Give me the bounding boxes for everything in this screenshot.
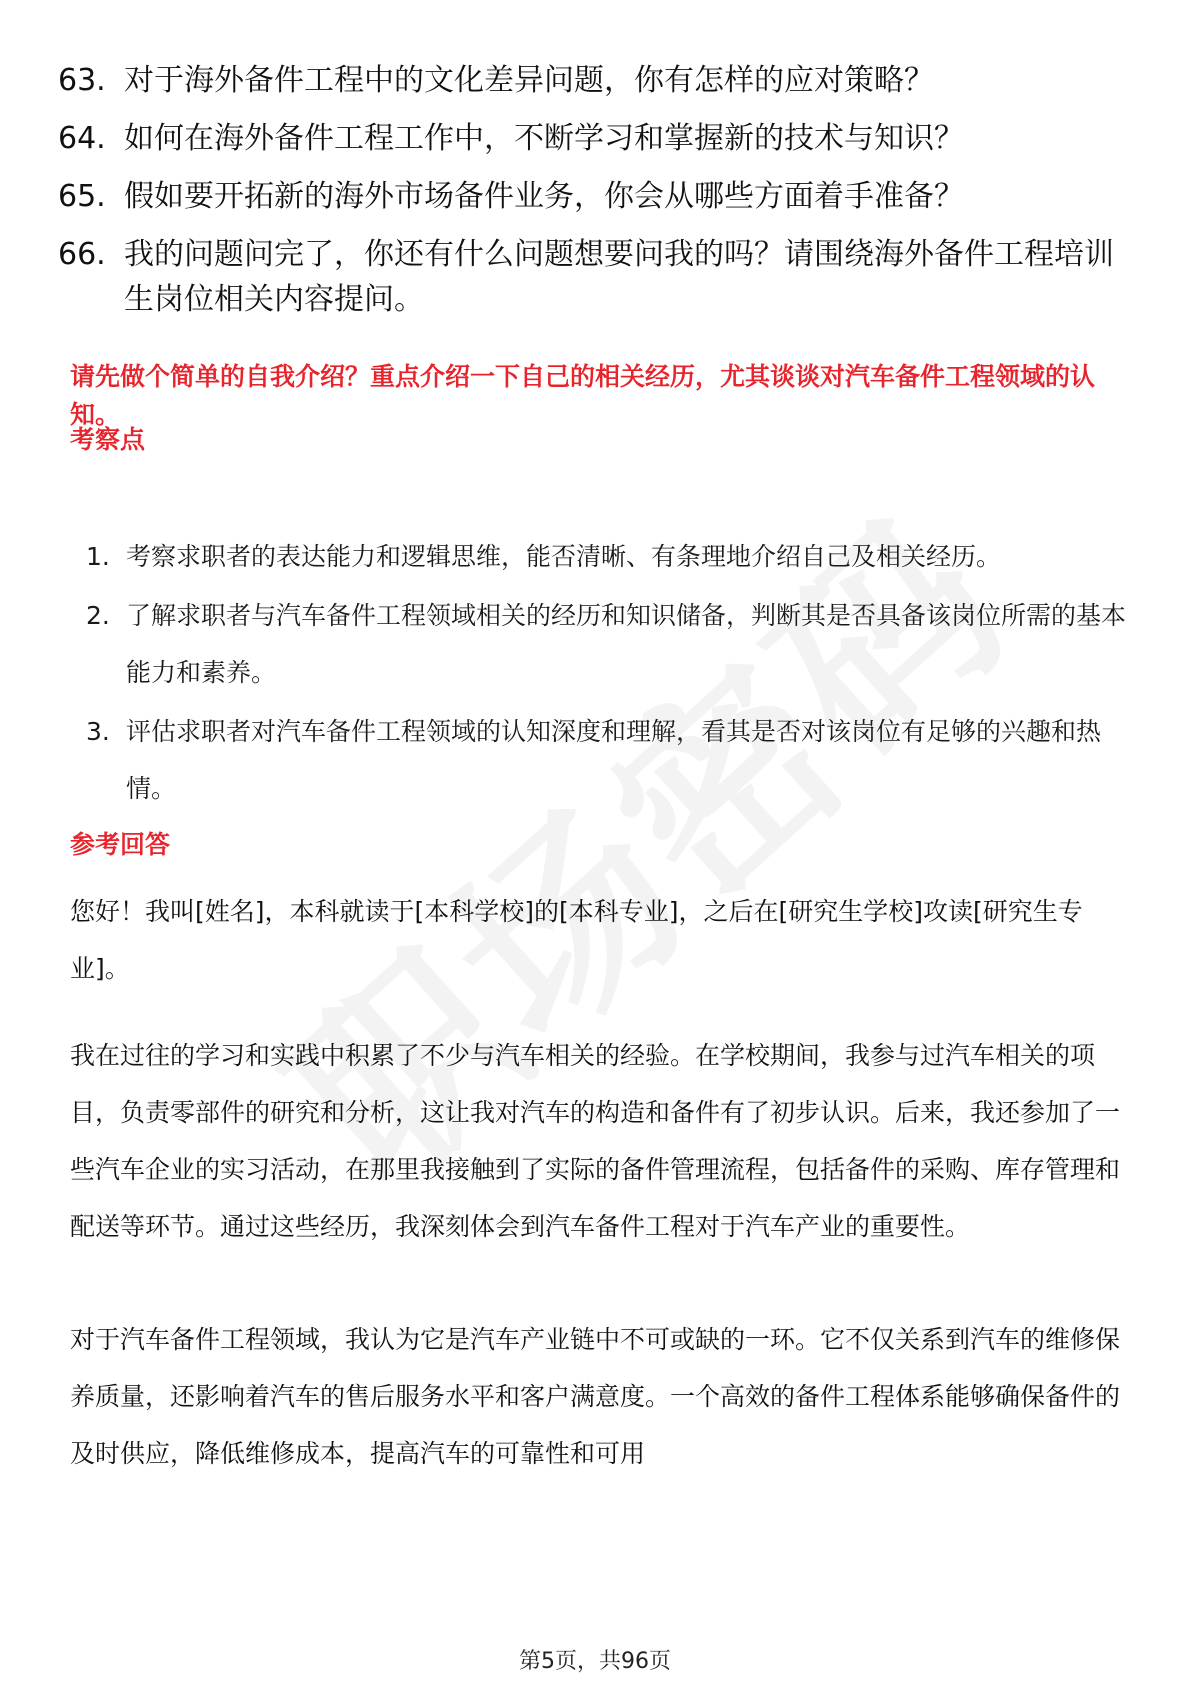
examine-point [86,587,1126,701]
question-list [58,52,1138,322]
question-item [58,168,1138,226]
examine-point [86,528,1126,585]
examine-point-number: 3. [86,717,110,746]
page-footer: 第5页，共96页 [519,1649,671,1674]
examine-point-text: 评估求职者对汽车备件工程领域的认知深度和理解，看其是否对该岗位有足够的兴趣和热情。 [126,717,1102,803]
question-text: 我的问题问完了，你还有什么问题想要问我的吗？请围绕海外备件工程培训生岗位相关内容提问。 [124,237,1114,317]
answer-paragraph: 您好！我叫[姓名]，本科就读于[本科学校]的[本科专业]，之后在[研究生学校]攻读[研究生专业]。 [70,897,1083,983]
examine-point-text: 了解求职者与汽车备件工程领域相关的经历和知识储备，判断其是否具备该岗位所需的基本能力和素养。 [126,601,1127,687]
answer-paragraph: 我在过往的学习和实践中积累了不少与汽车相关的经验。在学校期间，我参与过汽车相关的项目，负责零部件的研究和分析，这让我对汽车的构造和备件有了初步认识。后来，我还参加了一些汽车企业的实习活动，在那里我接触到了实际的备件管理流程，包括备件的采购、库存管理和配送等环节。通过这些经历，我深刻体会到汽车备件工程对于汽车产业的重要性。 [70,1041,1121,1241]
examine-points-list [86,528,1126,819]
question-item [58,226,1138,322]
interview-question-heading: 请先做个简单的自我介绍？重点介绍一下自己的相关经历，尤其谈谈对汽车备件工程领域的认知。 [70,362,1096,429]
answer-paragraph: 对于汽车备件工程领域，我认为它是汽车产业链中不可或缺的一环。它不仅关系到汽车的维修保养质量，还影响着汽车的售后服务水平和客户满意度。一个高效的备件工程体系能够确保备件的及时供应，降低维修成本，提高汽车的可靠性和可用 [70,1325,1121,1468]
question-number: 65. [58,179,106,214]
examine-point-number: 2. [86,601,110,630]
question-item [58,52,1138,110]
question-text: 如何在海外备件工程工作中，不断学习和掌握新的技术与知识？ [124,121,964,156]
reference-answer-label: 参考回答 [70,830,171,859]
question-text: 假如要开拓新的海外市场备件业务，你会从哪些方面着手准备？ [124,179,964,214]
examine-point [86,703,1126,817]
question-text: 对于海外备件工程中的文化差异问题，你有怎样的应对策略？ [124,63,934,98]
question-number: 63. [58,63,106,98]
examine-point-text: 考察求职者的表达能力和逻辑思维，能否清晰、有条理地介绍自己及相关经历。 [126,542,1002,571]
examine-points-label: 考察点 [70,425,146,454]
examine-point-number: 1. [86,542,110,571]
question-number: 64. [58,121,106,156]
question-item [58,110,1138,168]
question-number: 66. [58,237,106,272]
